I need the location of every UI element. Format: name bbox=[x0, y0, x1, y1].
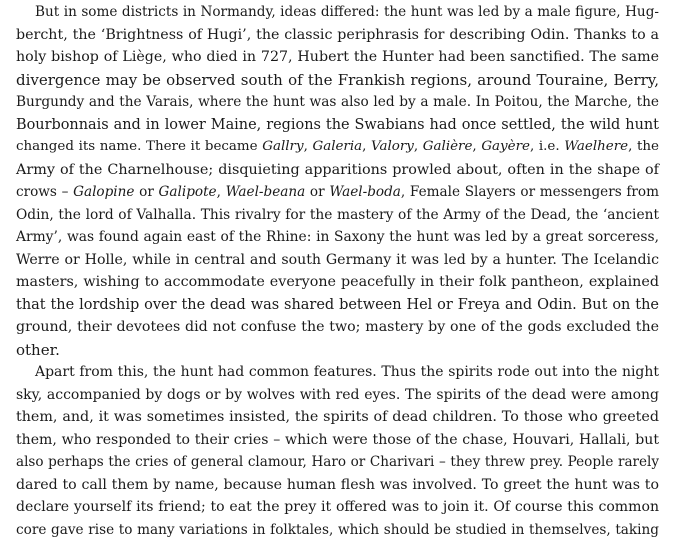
text-line: holy bishop of Liège, who died in 727, Hubert the Hunter had been sanctified. The same bbox=[16, 49, 659, 65]
text-line: other. bbox=[16, 340, 60, 359]
text-line: changed its name. There it became Gallry, Galeria, Valory, Galière, Gayère, i.e. Waelhere, the bbox=[16, 139, 659, 154]
paragraph-1 bbox=[16, 1, 659, 361]
text-line: divergence may be observed south of the Frankish regions, around Touraine, Berry, bbox=[16, 70, 659, 89]
paragraph-2 bbox=[16, 361, 659, 541]
text-line: crows – Galopine or Galipote, Wael-beana or Wael-boda, Female Slayers or messengers from bbox=[16, 184, 659, 200]
text-line: that the lordship over the dead was shared between Hel or Freya and Odin. But on the bbox=[16, 296, 659, 313]
text-line: ground, their devotees did not confuse the two; mastery by one of the gods excluded the bbox=[16, 319, 659, 335]
text-line: sky, accompanied by dogs or by wolves with red eyes. The spirits of the dead were among bbox=[16, 386, 659, 403]
text-line: Burgundy and the Varais, where the hunt was also led by a male. In Poitou, the Marche, the bbox=[16, 94, 659, 110]
text-line: also perhaps the cries of general clamour, Haro or Charivari – they threw prey. People rarely bbox=[16, 454, 659, 470]
text-line: declare yourself its friend; to eat the prey it offered was to join it. Of course this common bbox=[16, 499, 659, 515]
text-line: Odin, the lord of Valhalla. This rivalry for the mastery of the Army of the Dead, the ‘ancient bbox=[16, 206, 659, 223]
text-line: Apart from this, the hunt had common features. Thus the spirits rode out into the night bbox=[35, 364, 659, 380]
text-line: Bourbonnais and in lower Maine, regions the Swabians had once settled, the wild hunt bbox=[16, 116, 659, 133]
text-line: But in some districts in Normandy, ideas differed: the hunt was led by a male figure, Hug- bbox=[35, 4, 659, 20]
text-line: them, and, it was sometimes insisted, the spirits of dead children. To those who greeted bbox=[16, 409, 659, 425]
text-line: masters, wishing to accommodate everyone peacefully in their folk pantheon, explained bbox=[16, 274, 659, 290]
text-line: core gave rise to many variations in folktales, which should be studied in themselves, taking bbox=[16, 521, 659, 538]
text-line: Army’, was found again east of the Rhine: in Saxony the hunt was led by a great sorceress, bbox=[16, 229, 659, 245]
text-line: dared to call them by name, because human flesh was involved. To greet the hunt was to bbox=[16, 476, 659, 493]
document-page bbox=[16, 0, 659, 541]
text-line: bercht, the ‘Brightness of Hugi’, the classic periphrasis for describing Odin. Thanks to a bbox=[16, 26, 659, 43]
text-line: Werre or Holle, while in central and south Germany it was led by a hunter. The Icelandic bbox=[16, 251, 659, 268]
text-line: them, who responded to their cries – which were those of the chase, Houvari, Hallali, but bbox=[16, 431, 659, 448]
text-line: Army of the Charnelhouse; disquieting apparitions prowled about, often in the shape of bbox=[16, 161, 659, 178]
